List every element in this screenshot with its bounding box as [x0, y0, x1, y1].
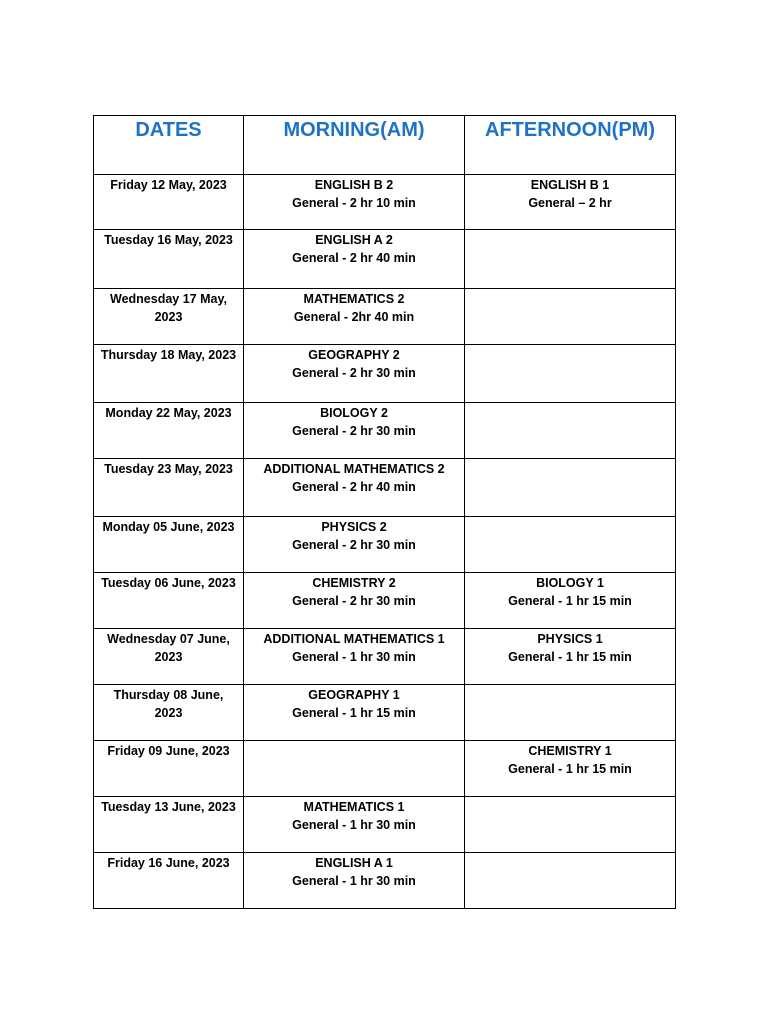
afternoon-cell	[465, 797, 676, 853]
date-cell	[94, 629, 244, 685]
morning-cell	[244, 517, 465, 573]
date-cell	[94, 175, 244, 230]
morning-duration: General - 2 hr 30 min	[292, 424, 416, 438]
date-cell	[94, 459, 244, 517]
afternoon-cell	[465, 175, 676, 230]
header-morning-label: MORNING(AM)	[283, 119, 425, 141]
header-dates-label: DATES	[135, 119, 202, 141]
morning-cell	[244, 685, 465, 741]
table-row	[94, 629, 676, 685]
afternoon-duration: General - 1 hr 15 min	[508, 594, 632, 608]
date-cell	[94, 403, 244, 459]
table-row	[94, 517, 676, 573]
morning-duration: General - 1 hr 15 min	[292, 706, 416, 720]
date-cell	[94, 230, 244, 289]
date-cell	[94, 853, 244, 909]
morning-cell	[244, 175, 465, 230]
table-row	[94, 741, 676, 797]
afternoon-duration: General - 1 hr 15 min	[508, 762, 632, 776]
afternoon-cell	[465, 517, 676, 573]
header-morning	[244, 116, 465, 175]
date-cell	[94, 517, 244, 573]
header-afternoon-label: AFTERNOON(PM)	[485, 119, 655, 141]
morning-cell	[244, 459, 465, 517]
afternoon-cell	[465, 573, 676, 629]
table-row	[94, 175, 676, 230]
morning-subject: PHYSICS 2	[321, 520, 387, 534]
morning-subject: ENGLISH A 1	[315, 856, 393, 870]
morning-cell	[244, 573, 465, 629]
exam-date: Tuesday 16 May, 2023	[104, 233, 233, 247]
morning-duration: General - 1 hr 30 min	[292, 650, 416, 664]
morning-cell	[244, 797, 465, 853]
morning-subject: MATHEMATICS 1	[303, 800, 405, 814]
morning-duration: General - 2 hr 40 min	[292, 480, 416, 494]
date-cell	[94, 573, 244, 629]
afternoon-subject: CHEMISTRY 1	[528, 744, 612, 758]
morning-subject: ENGLISH A 2	[315, 233, 393, 247]
afternoon-duration: General – 2 hr	[528, 196, 612, 210]
exam-date: Friday 12 May, 2023	[110, 178, 227, 192]
header-row	[94, 116, 676, 175]
afternoon-subject: BIOLOGY 1	[536, 576, 604, 590]
date-cell	[94, 685, 244, 741]
exam-date: Wednesday 17 May, 2023	[110, 292, 227, 324]
morning-duration: General - 1 hr 30 min	[292, 818, 416, 832]
date-cell	[94, 345, 244, 403]
table-row	[94, 573, 676, 629]
morning-subject: BIOLOGY 2	[320, 406, 388, 420]
exam-date: Friday 16 June, 2023	[107, 856, 230, 870]
morning-duration: General - 2hr 40 min	[293, 310, 415, 324]
morning-cell	[244, 289, 465, 345]
morning-subject: ADDITIONAL MATHEMATICS 1	[263, 632, 445, 646]
exam-date: Monday 05 June, 2023	[102, 520, 235, 534]
morning-duration: General - 2 hr 10 min	[292, 196, 416, 210]
table-row	[94, 345, 676, 403]
table-row	[94, 403, 676, 459]
exam-date: Thursday 18 May, 2023	[100, 348, 237, 362]
morning-cell	[244, 345, 465, 403]
morning-subject: ENGLISH B 2	[314, 178, 394, 192]
exam-date: Tuesday 13 June, 2023	[101, 800, 236, 814]
afternoon-cell	[465, 345, 676, 403]
afternoon-cell	[465, 741, 676, 797]
exam-date: Tuesday 06 June, 2023	[101, 576, 236, 590]
table-row	[94, 230, 676, 289]
afternoon-cell	[465, 685, 676, 741]
date-cell	[94, 797, 244, 853]
date-cell	[94, 741, 244, 797]
exam-date: Thursday 08 June, 2023	[113, 688, 224, 720]
exam-date: Tuesday 23 May, 2023	[104, 462, 233, 476]
header-dates	[94, 116, 244, 175]
table-row	[94, 797, 676, 853]
morning-duration: General - 2 hr 30 min	[292, 594, 416, 608]
table-row	[94, 685, 676, 741]
afternoon-cell	[465, 230, 676, 289]
morning-subject: GEOGRAPHY 2	[308, 348, 400, 362]
morning-subject: CHEMISTRY 2	[312, 576, 396, 590]
afternoon-cell	[465, 853, 676, 909]
exam-timetable	[93, 115, 676, 909]
morning-cell	[244, 230, 465, 289]
afternoon-cell	[465, 629, 676, 685]
morning-duration: General - 1 hr 30 min	[292, 874, 416, 888]
afternoon-cell	[465, 459, 676, 517]
exam-date: Wednesday 07 June, 2023	[107, 632, 230, 664]
table-row	[94, 459, 676, 517]
afternoon-subject: ENGLISH B 1	[530, 178, 610, 192]
morning-subject: ADDITIONAL MATHEMATICS 2	[263, 462, 445, 476]
table-row	[94, 289, 676, 345]
table-row	[94, 853, 676, 909]
afternoon-cell	[465, 289, 676, 345]
morning-duration: General - 2 hr 40 min	[292, 251, 416, 265]
header-afternoon	[465, 116, 676, 175]
date-cell	[94, 289, 244, 345]
morning-cell	[244, 629, 465, 685]
exam-date: Monday 22 May, 2023	[105, 406, 232, 420]
morning-duration: General - 2 hr 30 min	[292, 538, 416, 552]
morning-duration: General - 2 hr 30 min	[292, 366, 416, 380]
morning-cell	[244, 403, 465, 459]
afternoon-duration: General - 1 hr 15 min	[508, 650, 632, 664]
morning-subject: GEOGRAPHY 1	[308, 688, 400, 702]
afternoon-cell	[465, 403, 676, 459]
morning-cell	[244, 853, 465, 909]
morning-subject: MATHEMATICS 2	[303, 292, 405, 306]
morning-cell	[244, 741, 465, 797]
exam-date: Friday 09 June, 2023	[107, 744, 230, 758]
afternoon-subject: PHYSICS 1	[537, 632, 603, 646]
